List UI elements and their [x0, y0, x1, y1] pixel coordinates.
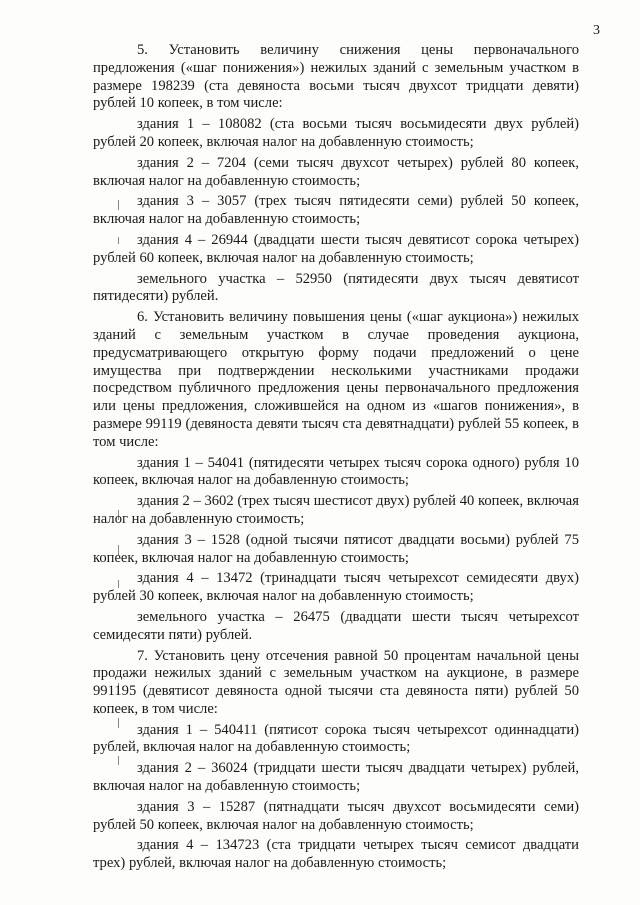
paragraph-building-4-decrease: здания 4 – 26944 (двадцати шести тысяч девятисот сорока четырех) рублей 60 копеек, включая налог на добавленную стоимость;: [93, 231, 579, 266]
paragraph-land-decrease: земельного участка – 52950 (пятидесяти двух тысяч девятисот пятидесяти) рублей.: [93, 270, 579, 305]
paragraph-building-2-cutoff: здания 2 – 36024 (тридцати шести тысяч двадцати четырех) рублей, включая налог на добавленную стоимость;: [93, 760, 579, 795]
paragraph-building-3-auction: здания 3 – 1528 (одной тысячи пятисот двадцати восьми) рублей 75 копеек, включая налог на добавленную стоимость;: [93, 531, 579, 566]
paragraph-building-1-cutoff: здания 1 – 540411 (пятисот сорока тысяч четырехсот одиннадцати) рублей, включая налог на добавленную стоимость;: [93, 721, 579, 756]
paragraph-building-2-decrease: здания 2 – 7204 (семи тысяч двухсот четырех) рублей 80 копеек, включая налог на добавленную стоимость;: [93, 154, 579, 189]
paragraph-building-4-auction: здания 4 – 13472 (тринадцати тысяч четырехсот семидесяти двух) рублей 30 копеек, включая налог на добавленную стоимость;: [93, 570, 579, 605]
paragraph-step-decrease: 5. Установить величину снижения цены первоначального предложения («шаг понижения») нежилых зданий с земельным участком в размере 198239 (ста девяноста восьми тысяч двухсот тридцати девяти) рублей 10 копеек, в том числе:: [93, 42, 579, 112]
paragraph-building-1-auction: здания 1 – 54041 (пятидесяти четырех тысяч сорока одного) рубля 10 копеек, включая налог на добавленную стоимость;: [93, 454, 579, 489]
paragraph-step-auction: 6. Установить величину повышения цены («шаг аукциона») нежилых зданий с земельным участком в случае проведения аукциона, предусматривающего открытую форму подачи предложений о цене имущества при подтверждении несколькими участниками продажи посредством публичного предложения цены первоначального предложения или цены предложения, сложившейся на одном из «шагов понижения», в размере 99119 (девяноста девяти тысяч ста девятнадцати) рублей 55 копеек, в том числе:: [93, 309, 579, 450]
paragraph-building-2-auction: здания 2 – 3602 (трех тысяч шестисот двух) рублей 40 копеек, включая налог на добавленную стоимость;: [93, 493, 579, 527]
paragraph-building-3-decrease: здания 3 – 3057 (трех тысяч пятидесяти семи) рублей 50 копеек, включая налог на добавленную стоимость;: [93, 193, 579, 228]
paragraph-building-1-decrease: здания 1 – 108082 (ста восьми тысяч восьмидесяти двух рублей) рублей 20 копеек, включая налог на добавленную стоимость;: [93, 116, 579, 150]
paragraph-building-4-cutoff: здания 4 – 134723 (ста тридцати четырех тысяч семисот двадцати трех) рублей, включая налог на добавленную стоимость;: [93, 837, 579, 872]
paragraph-cutoff-price: 7. Установить цену отсечения равной 50 процентам начальной цены продажи нежилых зданий с земельным участком на аукционе, в размере 991195 (девятисот девяноста одной тысячи ста девяноста пяти) рублей 50 копеек, в том числе:: [93, 647, 579, 717]
document-body: [93, 42, 579, 873]
page-number: 3: [593, 23, 600, 38]
paragraph-building-3-cutoff: здания 3 – 15287 (пятнадцати тысяч двухсот восьмидесяти семи) рублей 50 копеек, включая налог на добавленную стоимость;: [93, 798, 579, 833]
paragraph-land-auction: земельного участка – 26475 (двадцати шести тысяч четырехсот семидесяти пяти) рублей.: [93, 608, 579, 643]
